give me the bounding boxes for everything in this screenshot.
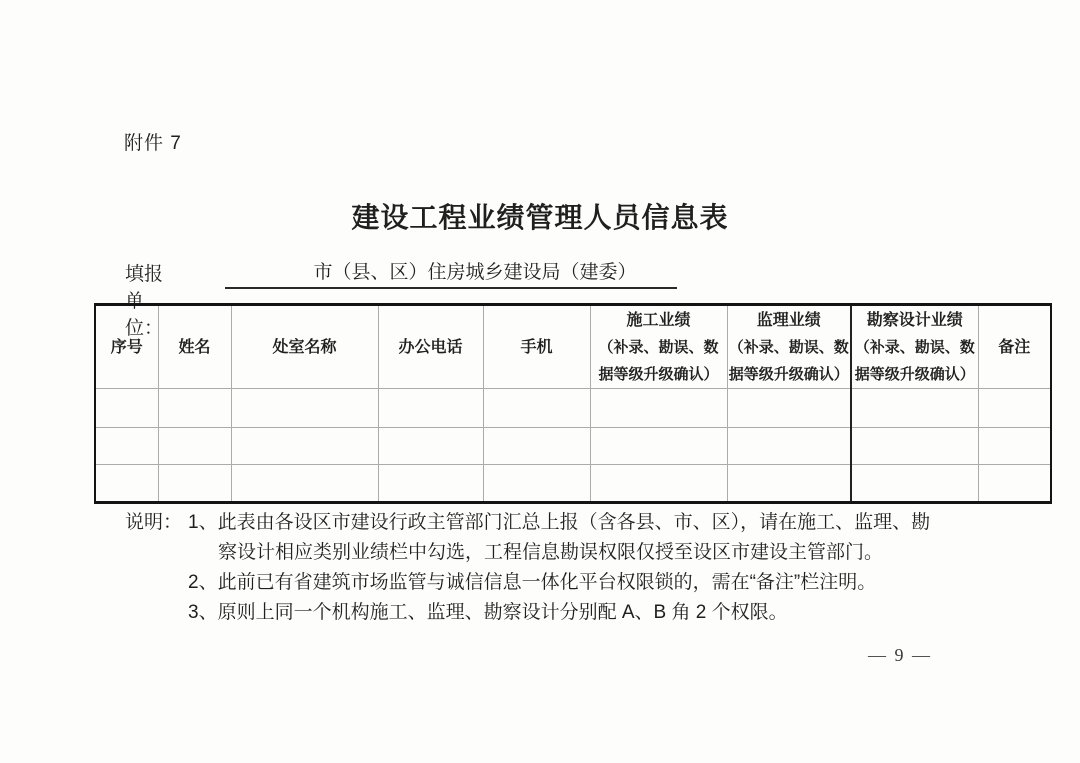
empty-cell <box>95 465 158 503</box>
empty-cell <box>851 465 978 503</box>
empty-cell <box>158 428 231 465</box>
attachment-label: 附件 7 <box>124 133 182 154</box>
empty-cell <box>727 465 851 503</box>
empty-cell <box>978 389 1051 428</box>
table-row <box>95 428 1051 465</box>
empty-cell <box>95 428 158 465</box>
empty-cell <box>483 389 590 428</box>
column-header-label: 处室名称 <box>272 338 337 356</box>
column-header-label: 姓名 <box>178 338 211 356</box>
note-line: 2、此前已有省建筑市场监管与诚信信息一体化平台权限锁的，需在“备注”栏注明。 <box>188 572 877 593</box>
reporting-unit-label: 填报单位： <box>125 264 164 339</box>
column-header-office <box>231 305 378 389</box>
personnel-table <box>94 303 1052 504</box>
notes-label: 说明： <box>125 512 183 533</box>
column-header-label: 备注 <box>998 338 1031 356</box>
empty-cell <box>727 428 851 465</box>
empty-cell <box>978 428 1051 465</box>
column-header-subline: 据等级升级确认） <box>854 365 975 383</box>
table-row <box>95 465 1051 503</box>
empty-cell <box>590 389 727 428</box>
column-header-label: 勘察设计业绩 <box>866 311 963 329</box>
empty-cell <box>378 465 483 503</box>
empty-cell <box>590 428 727 465</box>
page-number: — 9 — <box>868 645 932 665</box>
column-header-label: 序号 <box>110 338 143 356</box>
column-header-subline: （补录、勘误、数 <box>598 338 719 356</box>
reporting-unit-value: 市（县、区）住房城乡建设局（建委） <box>313 262 637 283</box>
note-line: 察设计相应类别业绩栏中勾选，工程信息勘误权限仅授至设区市建设主管部门。 <box>218 542 884 563</box>
empty-cell <box>158 465 231 503</box>
empty-cell <box>95 389 158 428</box>
empty-cell <box>231 428 378 465</box>
empty-cell <box>158 389 231 428</box>
column-header-supervision-performance <box>727 305 851 389</box>
reporting-unit-underline <box>225 257 677 289</box>
column-header-subline: 据等级升级确认） <box>598 365 719 383</box>
column-header-construction-performance <box>590 305 727 389</box>
notes-section <box>125 508 1005 628</box>
empty-cell <box>231 389 378 428</box>
empty-cell <box>378 389 483 428</box>
column-header-remarks <box>978 305 1051 389</box>
empty-cell <box>231 465 378 503</box>
column-header-label: 监理业绩 <box>756 311 821 329</box>
column-header-label: 施工业绩 <box>626 311 691 329</box>
column-header-survey-design-performance <box>851 305 978 389</box>
column-header-office-phone <box>378 305 483 389</box>
column-header-subline: （补录、勘误、数 <box>728 338 849 356</box>
note-line: 1、此表由各设区市建设行政主管部门汇总上报（含各县、市、区），请在施工、监理、勘 <box>188 512 931 533</box>
column-header-label: 办公电话 <box>398 338 463 356</box>
page-title: 建设工程业绩管理人员信息表 <box>351 202 729 233</box>
empty-cell <box>483 465 590 503</box>
table-header-row <box>95 305 1051 389</box>
empty-cell <box>483 428 590 465</box>
notes-items <box>188 508 1005 628</box>
column-header-subline: 据等级升级确认） <box>728 365 849 383</box>
empty-cell <box>590 465 727 503</box>
column-header-subline: （补录、勘误、数 <box>854 338 975 356</box>
column-header-name <box>158 305 231 389</box>
column-header-mobile <box>483 305 590 389</box>
empty-cell <box>851 428 978 465</box>
empty-cell <box>727 389 851 428</box>
column-header-label: 手机 <box>520 338 553 356</box>
empty-cell <box>978 465 1051 503</box>
column-header-serial <box>95 305 158 389</box>
empty-cell <box>378 428 483 465</box>
table-row <box>95 389 1051 428</box>
note-line: 3、原则上同一个机构施工、监理、勘察设计分别配 A、B 角 2 个权限。 <box>188 602 788 623</box>
empty-cell <box>851 389 978 428</box>
